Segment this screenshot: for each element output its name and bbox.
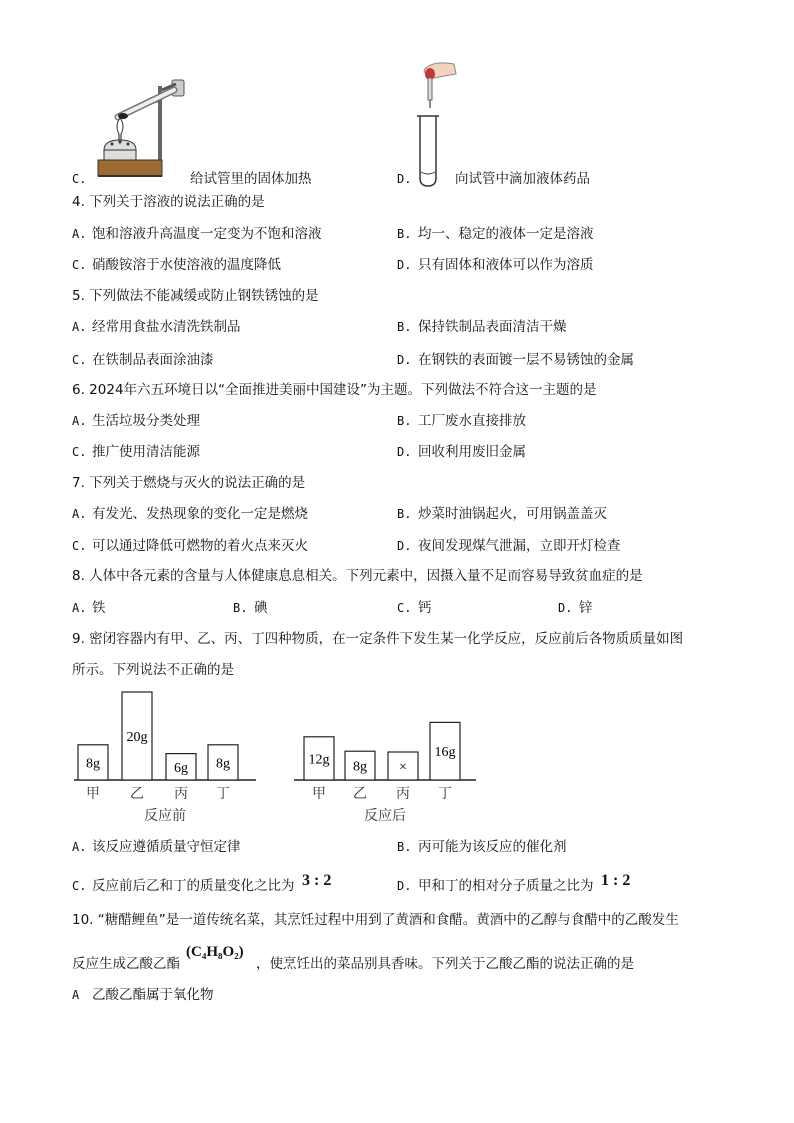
q8-option-c-letter: C. <box>397 601 412 615</box>
q5-option-d-text: 在钢铁的表面镀一层不易锈蚀的金属 <box>418 352 634 368</box>
q3-option-d-letter: D. <box>397 172 412 186</box>
q4-option-d-letter: D. <box>397 258 412 272</box>
category-label: 乙 <box>130 787 144 802</box>
q8-option-d-text: 锌 <box>579 600 593 616</box>
q7-stem: 7. 下列关于燃烧与灭火的说法正确的是 <box>72 475 306 491</box>
q5-option-b-text: 保持铁制品表面清洁干燥 <box>418 319 567 335</box>
q9-option-d-text: 甲和丁的相对分子质量之比为 <box>418 878 594 894</box>
category-label: 甲 <box>312 787 326 802</box>
chart-title: 反应后 <box>364 809 406 824</box>
q6-option-c-letter: C. <box>72 445 87 459</box>
category-label: 乙 <box>353 787 367 802</box>
q7-option-a-text: 有发光、发热现象的变化一定是燃烧 <box>92 506 308 522</box>
q10-stem-line2b: ，使烹饪出的菜品别具香味。下列关于乙酸乙酯的说法正确的是 <box>256 956 634 972</box>
q5-option-d-letter: D. <box>397 353 412 367</box>
q9-option-a-text: 该反应遵循质量守恒定律 <box>92 839 241 855</box>
q10-option-a-text: 乙酸乙酯属于氧化物 <box>92 987 214 1003</box>
q4-option-a-text: 饱和溶液升高温度一定变为不饱和溶液 <box>92 226 322 242</box>
category-label: 丁 <box>438 787 452 802</box>
bar-value-label: 16g <box>434 745 456 761</box>
bar-value-label: × <box>399 760 407 775</box>
q9-option-c-text: 反应前后乙和丁的质量变化之比为 <box>92 878 295 894</box>
q7-option-c-text: 可以通过降低可燃物的着火点来灭火 <box>92 538 308 554</box>
q10-formula: (C₄H₈O₂) <box>186 944 244 960</box>
q9-option-b-text: 丙可能为该反应的催化剂 <box>418 839 567 855</box>
q10-stem-line2a: 反应生成乙酸乙酯 <box>72 956 180 972</box>
q5-option-c-text: 在铁制品表面涂油漆 <box>92 352 214 368</box>
q7-option-c-letter: C. <box>72 539 87 553</box>
q6-option-a-text: 生活垃圾分类处理 <box>92 413 200 429</box>
q8-option-c-text: 钙 <box>418 600 432 616</box>
q9-option-c-letter: C. <box>72 879 87 893</box>
q3-option-d-text: 向试管中滴加液体药品 <box>455 171 590 187</box>
q10-option-a-letter: A <box>72 988 80 1002</box>
q8-option-a-letter: A. <box>72 601 87 615</box>
q8-option-a-text: 铁 <box>92 600 106 616</box>
q9-option-d-letter: D. <box>397 879 412 893</box>
q7-option-d-letter: D. <box>397 539 412 553</box>
q7-option-a-letter: A. <box>72 507 87 521</box>
q7-option-b-letter: B. <box>397 507 412 521</box>
q4-stem: 4. 下列关于溶液的说法正确的是 <box>72 194 265 210</box>
chart-title: 反应前 <box>144 809 186 824</box>
category-label: 甲 <box>86 787 100 802</box>
bar-value-label: 12g <box>308 752 330 768</box>
q6-option-d-text: 回收利用废旧金属 <box>418 444 526 460</box>
q4-option-b-letter: B. <box>397 227 412 241</box>
dropper-test-tube-image <box>414 60 458 190</box>
q4-option-c-text: 硝酸铵溶于水使溶液的温度降低 <box>92 257 281 273</box>
chart-before-reaction <box>70 682 260 830</box>
q9-stem-line1: 9. 密闭容器内有甲、乙、丙、丁四种物质，在一定条件下发生某一化学反应，反应前后各物质质量如图 <box>72 631 684 647</box>
q7-option-b-text: 炒菜时油锅起火，可用锅盖盖灭 <box>418 506 607 522</box>
q9-stem-line2: 所示。下列说法不正确的是 <box>72 662 234 678</box>
heating-apparatus-image <box>96 72 190 188</box>
q6-option-b-text: 工厂废水直接排放 <box>418 413 526 429</box>
q4-option-c-letter: C. <box>72 258 87 272</box>
q6-option-c-text: 推广使用清洁能源 <box>92 444 200 460</box>
q8-option-b-letter: B. <box>233 601 248 615</box>
q9-option-a-letter: A. <box>72 840 87 854</box>
q4-option-b-text: 均一、稳定的液体一定是溶液 <box>418 226 594 242</box>
q9-option-c-ratio: 3 : 2 <box>302 872 332 889</box>
q9-option-b-letter: B. <box>397 840 412 854</box>
q8-option-d-letter: D. <box>558 601 573 615</box>
bar-value-label: 8g <box>353 759 367 775</box>
q6-stem: 6. 2024年六五环境日以“全面推进美丽中国建设”为主题。下列做法不符合这一主题的是 <box>72 382 597 398</box>
q5-stem: 5. 下列做法不能减缓或防止钢铁锈蚀的是 <box>72 288 319 304</box>
category-label: 丁 <box>216 787 230 802</box>
q9-option-d-ratio: 1 : 2 <box>601 872 631 889</box>
q5-option-a-letter: A. <box>72 320 87 334</box>
category-label: 丙 <box>174 787 188 802</box>
q5-option-c-letter: C. <box>72 353 87 367</box>
q10-stem-line1: 10. “糖醋鲤鱼”是一道传统名菜，其烹饪过程中用到了黄酒和食醋。黄酒中的乙醇与食醋中的乙酸发生 <box>72 912 679 928</box>
q8-option-b-text: 碘 <box>254 600 268 616</box>
chart-after-reaction <box>290 696 480 826</box>
bar-value-label: 8g <box>86 756 100 772</box>
q8-stem: 8. 人体中各元素的含量与人体健康息息相关。下列元素中，因摄入量不足而容易导致贫血症的是 <box>72 568 643 584</box>
q3-option-c-text: 给试管里的固体加热 <box>190 171 312 187</box>
q5-option-b-letter: B. <box>397 320 412 334</box>
q6-option-a-letter: A. <box>72 414 87 428</box>
bar-value-label: 6g <box>174 760 188 776</box>
category-label: 丙 <box>396 787 410 802</box>
bar-value-label: 8g <box>216 756 230 772</box>
q7-option-d-text: 夜间发现煤气泄漏，立即开灯检查 <box>418 538 621 554</box>
bar-value-label: 20g <box>126 730 148 745</box>
q6-option-d-letter: D. <box>397 445 412 459</box>
q5-option-a-text: 经常用食盐水清洗铁制品 <box>92 319 241 335</box>
q6-option-b-letter: B. <box>397 414 412 428</box>
q4-option-a-letter: A. <box>72 227 87 241</box>
q3-option-c-letter: C. <box>72 172 87 186</box>
q4-option-d-text: 只有固体和液体可以作为溶质 <box>418 257 594 273</box>
